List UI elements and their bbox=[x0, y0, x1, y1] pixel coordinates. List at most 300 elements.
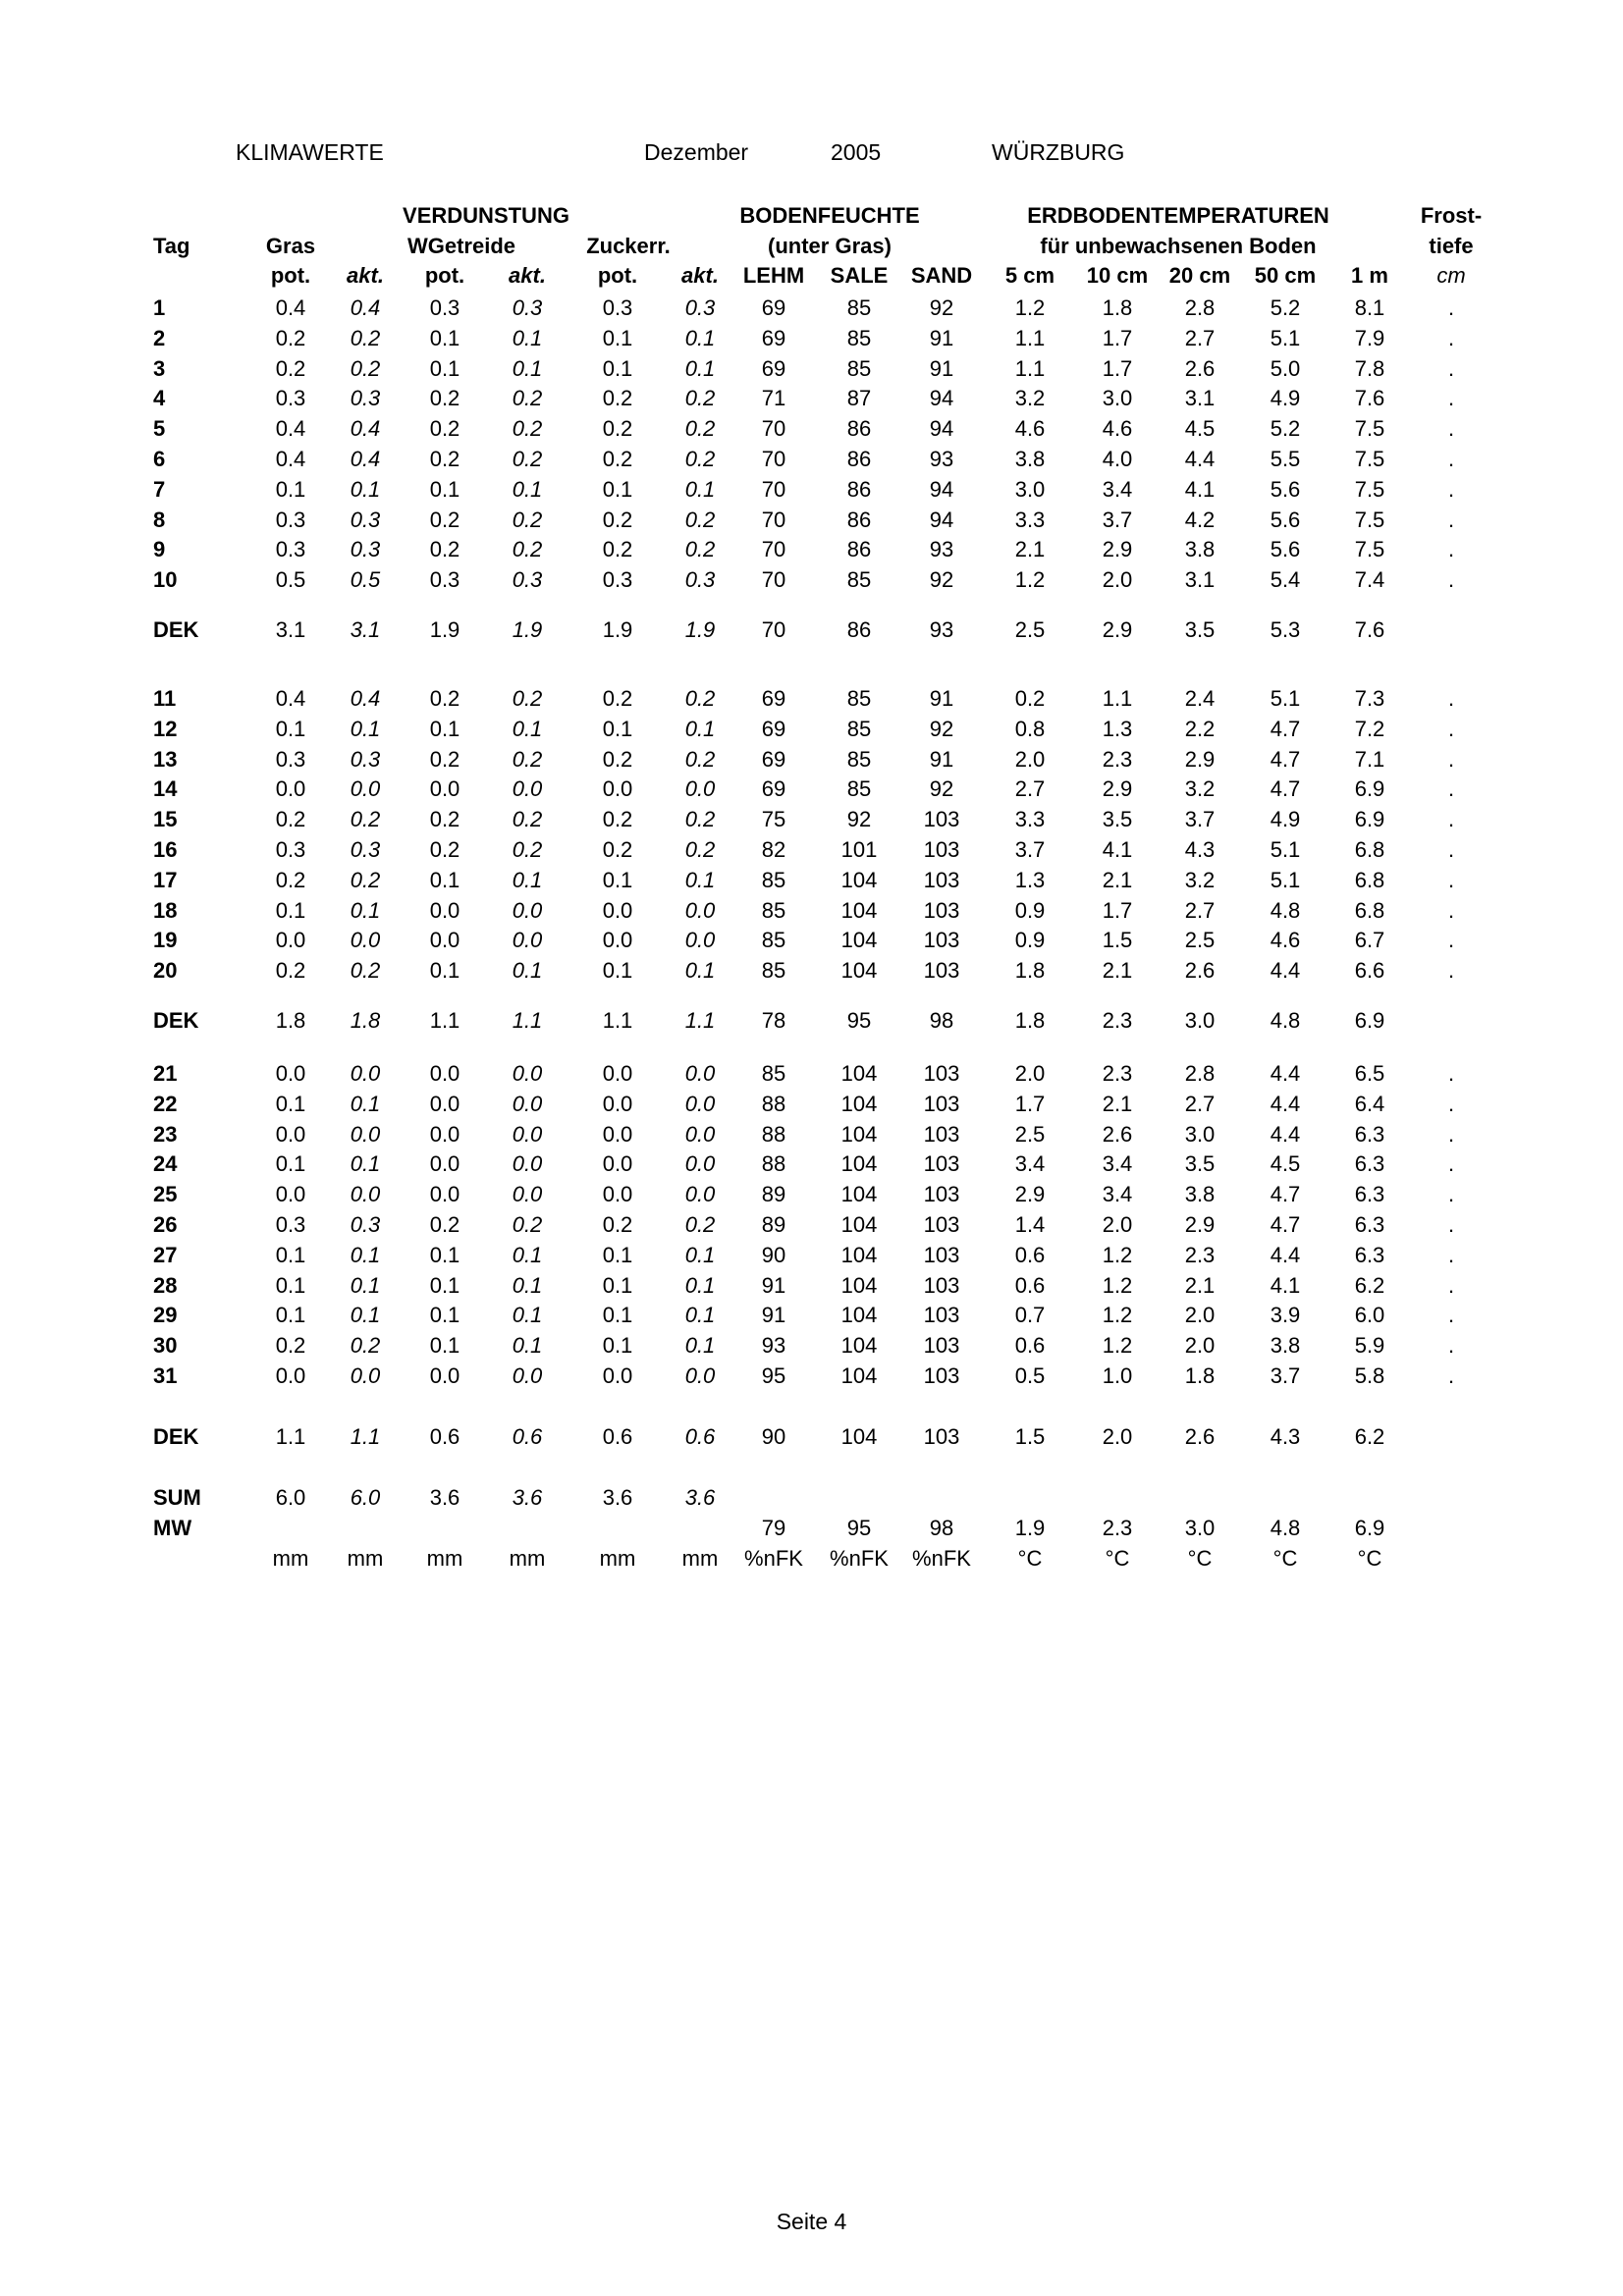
value-cell: 6.3 bbox=[1354, 1242, 1385, 1267]
value-cell: 4.4 bbox=[1184, 447, 1216, 471]
value-cell: 70 bbox=[761, 537, 786, 562]
value-cell: 0.3 bbox=[512, 295, 543, 320]
value-cell: 2.8 bbox=[1184, 1061, 1216, 1086]
row-label: SUM bbox=[153, 1485, 201, 1510]
value-cell: 0.1 bbox=[684, 355, 716, 381]
value-cell: 1.1 bbox=[1102, 686, 1133, 711]
value-cell: 78 bbox=[761, 1008, 786, 1033]
value-cell: 0.2 bbox=[429, 416, 460, 442]
value-cell: 103 bbox=[923, 897, 960, 923]
value-cell: 0.1 bbox=[429, 1303, 460, 1328]
value-cell: 6.0 bbox=[1354, 1303, 1385, 1328]
value-cell: 1.7 bbox=[1102, 325, 1133, 350]
value-cell: 0.0 bbox=[512, 1091, 543, 1116]
value-cell: 0.0 bbox=[429, 1091, 460, 1116]
column-header: 5 cm bbox=[1004, 263, 1055, 288]
value-cell: 0.0 bbox=[429, 776, 460, 802]
value-cell: 5.0 bbox=[1270, 355, 1301, 381]
value-cell: 0.1 bbox=[350, 476, 381, 502]
value-cell: 0.2 bbox=[602, 807, 633, 832]
value-cell: 0.2 bbox=[429, 537, 460, 562]
row-label: 1 bbox=[153, 295, 166, 320]
value-cell: 0.5 bbox=[275, 567, 306, 593]
value-cell: 0.2 bbox=[602, 416, 633, 442]
value-cell: 0.1 bbox=[684, 716, 716, 741]
value-cell: 0.0 bbox=[512, 897, 543, 923]
value-cell: 103 bbox=[923, 1303, 960, 1328]
value-cell: 103 bbox=[923, 958, 960, 984]
value-cell: 7.5 bbox=[1354, 416, 1385, 442]
header-erdbodentemperaturen: ERDBODENTEMPERATUREN bbox=[1027, 203, 1329, 228]
value-cell: 1.1 bbox=[1014, 325, 1046, 350]
value-cell: 3.7 bbox=[1184, 807, 1216, 832]
value-cell: 2.9 bbox=[1102, 776, 1133, 802]
row-label: 11 bbox=[153, 686, 177, 711]
value-cell: 3.3 bbox=[1014, 807, 1046, 832]
value-cell: 0.4 bbox=[275, 447, 306, 471]
value-cell: 3.1 bbox=[275, 617, 306, 642]
value-cell: 1.2 bbox=[1014, 567, 1046, 593]
value-cell: 0.0 bbox=[275, 1121, 306, 1147]
value-cell: 0.0 bbox=[429, 1061, 460, 1086]
value-cell: 0.1 bbox=[350, 1242, 381, 1267]
value-cell: 0.1 bbox=[275, 1303, 306, 1328]
page-title: KLIMAWERTE bbox=[236, 139, 384, 165]
value-cell: 0.0 bbox=[684, 897, 716, 923]
value-cell: 103 bbox=[923, 1272, 960, 1298]
header-row-columns bbox=[0, 262, 1623, 290]
value-cell: 0.4 bbox=[275, 295, 306, 320]
table-row bbox=[0, 957, 1623, 985]
value-cell: 1.9 bbox=[684, 617, 716, 642]
value-cell: 103 bbox=[923, 1061, 960, 1086]
value-cell: . bbox=[1447, 897, 1455, 923]
value-cell: 4.9 bbox=[1270, 807, 1301, 832]
value-cell: 0.2 bbox=[429, 507, 460, 532]
value-cell: 0.2 bbox=[512, 386, 543, 411]
value-cell: 86 bbox=[846, 617, 872, 642]
value-cell: 0.0 bbox=[512, 1363, 543, 1388]
value-cell: 104 bbox=[840, 1121, 878, 1147]
value-cell: 2.5 bbox=[1014, 617, 1046, 642]
value-cell: 2.0 bbox=[1184, 1333, 1216, 1359]
header-row-group bbox=[0, 202, 1623, 230]
value-cell: 70 bbox=[761, 447, 786, 471]
value-cell: 0.1 bbox=[429, 325, 460, 350]
value-cell: 0.1 bbox=[684, 958, 716, 984]
value-cell: 85 bbox=[846, 295, 872, 320]
value-cell: 7.5 bbox=[1354, 476, 1385, 502]
value-cell: 3.7 bbox=[1102, 507, 1133, 532]
value-cell: 3.6 bbox=[429, 1485, 460, 1510]
value-cell: 85 bbox=[846, 686, 872, 711]
value-cell: 2.0 bbox=[1102, 567, 1133, 593]
value-cell: 1.1 bbox=[350, 1424, 381, 1449]
value-cell: 0.0 bbox=[684, 1061, 716, 1086]
value-cell: 86 bbox=[846, 416, 872, 442]
value-cell: 103 bbox=[923, 1091, 960, 1116]
value-cell: . bbox=[1447, 1303, 1455, 1328]
value-cell: 0.2 bbox=[602, 837, 633, 862]
value-cell: 0.3 bbox=[350, 746, 381, 772]
value-cell: 95 bbox=[846, 1008, 872, 1033]
value-cell: 4.7 bbox=[1270, 776, 1301, 802]
row-label: 26 bbox=[153, 1212, 178, 1237]
value-cell: 0.2 bbox=[512, 746, 543, 772]
value-cell: 6.8 bbox=[1354, 867, 1385, 892]
value-cell: 0.2 bbox=[512, 807, 543, 832]
column-header: SALE bbox=[830, 263, 889, 288]
value-cell: 0.2 bbox=[684, 807, 716, 832]
value-cell: 1.8 bbox=[1014, 958, 1046, 984]
value-cell: 0.1 bbox=[429, 1242, 460, 1267]
column-header: akt. bbox=[681, 263, 719, 288]
row-label: 24 bbox=[153, 1151, 178, 1177]
value-cell: 0.2 bbox=[429, 746, 460, 772]
value-cell: 2.3 bbox=[1102, 746, 1133, 772]
value-cell: 1.9 bbox=[1014, 1516, 1046, 1540]
row-label: 19 bbox=[153, 928, 178, 953]
value-cell: 0.2 bbox=[275, 355, 306, 381]
value-cell: 0.0 bbox=[512, 1182, 543, 1207]
value-cell: 0.6 bbox=[429, 1424, 460, 1449]
value-cell: 103 bbox=[923, 1151, 960, 1177]
value-cell: 2.1 bbox=[1184, 1272, 1216, 1298]
value-cell: 7.6 bbox=[1354, 617, 1385, 642]
value-cell: 1.8 bbox=[1184, 1363, 1216, 1388]
value-cell: 85 bbox=[846, 776, 872, 802]
value-cell: 91 bbox=[929, 325, 954, 350]
value-cell: 0.1 bbox=[684, 1242, 716, 1267]
value-cell: 1.1 bbox=[512, 1008, 543, 1033]
value-cell: 0.3 bbox=[602, 295, 633, 320]
value-cell: 5.1 bbox=[1270, 867, 1301, 892]
value-cell: 70 bbox=[761, 617, 786, 642]
value-cell: 0.1 bbox=[512, 1303, 543, 1328]
unit-cell: mm bbox=[599, 1546, 636, 1571]
value-cell: 0.3 bbox=[275, 537, 306, 562]
row-label: 8 bbox=[153, 507, 166, 532]
value-cell: 0.2 bbox=[512, 507, 543, 532]
table-row bbox=[0, 446, 1623, 473]
value-cell: 4.4 bbox=[1270, 1242, 1301, 1267]
header-wgetreide: WGetreide bbox=[406, 234, 516, 258]
unit-cell: mm bbox=[509, 1546, 546, 1571]
value-cell: 4.4 bbox=[1270, 1121, 1301, 1147]
table-row bbox=[0, 1302, 1623, 1329]
column-header: LEHM bbox=[742, 263, 805, 288]
value-cell: 0.0 bbox=[602, 1363, 633, 1388]
value-cell: 1.2 bbox=[1102, 1272, 1133, 1298]
row-label: 16 bbox=[153, 837, 178, 862]
unit-cell: %nFK bbox=[830, 1546, 889, 1571]
row-label: 9 bbox=[153, 537, 166, 562]
value-cell: 0.3 bbox=[429, 295, 460, 320]
value-cell: . bbox=[1447, 355, 1455, 381]
value-cell: 104 bbox=[840, 1151, 878, 1177]
value-cell: 0.1 bbox=[429, 355, 460, 381]
value-cell: 1.8 bbox=[275, 1008, 306, 1033]
value-cell: 4.7 bbox=[1270, 1212, 1301, 1237]
table-row bbox=[0, 1242, 1623, 1269]
value-cell: 4.5 bbox=[1270, 1151, 1301, 1177]
value-cell: 0.0 bbox=[602, 1061, 633, 1086]
value-cell: 4.7 bbox=[1270, 716, 1301, 741]
value-cell: . bbox=[1447, 1182, 1455, 1207]
value-cell: 0.5 bbox=[350, 567, 381, 593]
value-cell: 0.0 bbox=[512, 776, 543, 802]
value-cell: 2.7 bbox=[1184, 897, 1216, 923]
value-cell: 0.1 bbox=[429, 1272, 460, 1298]
value-cell: 6.3 bbox=[1354, 1151, 1385, 1177]
value-cell: . bbox=[1447, 325, 1455, 350]
table-row bbox=[0, 746, 1623, 774]
value-cell: 3.8 bbox=[1184, 537, 1216, 562]
value-cell: 0.3 bbox=[350, 537, 381, 562]
value-cell: 98 bbox=[929, 1516, 954, 1540]
value-cell: 0.1 bbox=[275, 897, 306, 923]
value-cell: 79 bbox=[761, 1516, 786, 1540]
value-cell: 1.3 bbox=[1102, 716, 1133, 741]
value-cell: . bbox=[1447, 1091, 1455, 1116]
value-cell: 69 bbox=[761, 746, 786, 772]
row-label: 7 bbox=[153, 476, 166, 502]
value-cell: 0.0 bbox=[275, 1061, 306, 1086]
value-cell: 0.3 bbox=[275, 746, 306, 772]
row-label: 14 bbox=[153, 776, 178, 802]
value-cell: 0.0 bbox=[512, 1121, 543, 1147]
value-cell: 0.6 bbox=[684, 1424, 716, 1449]
value-cell: 0.1 bbox=[350, 716, 381, 741]
value-cell: 0.0 bbox=[602, 897, 633, 923]
value-cell: 2.6 bbox=[1184, 958, 1216, 984]
value-cell: . bbox=[1447, 1333, 1455, 1359]
value-cell: 0.1 bbox=[602, 355, 633, 381]
value-cell: 0.6 bbox=[1014, 1333, 1046, 1359]
value-cell: 0.2 bbox=[602, 386, 633, 411]
value-cell: 69 bbox=[761, 776, 786, 802]
header-frost: Frost- bbox=[1420, 203, 1483, 228]
value-cell: 2.5 bbox=[1184, 928, 1216, 953]
row-label: 13 bbox=[153, 746, 178, 772]
value-cell: 0.2 bbox=[275, 807, 306, 832]
value-cell: 0.2 bbox=[275, 1333, 306, 1359]
value-cell: 103 bbox=[923, 1182, 960, 1207]
value-cell: 3.6 bbox=[512, 1485, 543, 1510]
value-cell: 3.1 bbox=[1184, 567, 1216, 593]
value-cell: 0.0 bbox=[512, 1061, 543, 1086]
value-cell: 5.2 bbox=[1270, 416, 1301, 442]
value-cell: 0.1 bbox=[350, 1151, 381, 1177]
value-cell: 0.1 bbox=[275, 716, 306, 741]
value-cell: 93 bbox=[761, 1333, 786, 1359]
value-cell: 2.7 bbox=[1184, 1091, 1216, 1116]
value-cell: 0.4 bbox=[350, 416, 381, 442]
value-cell: 5.3 bbox=[1270, 617, 1301, 642]
row-label: 10 bbox=[153, 567, 178, 593]
value-cell: 3.8 bbox=[1184, 1182, 1216, 1207]
unit-cell: °C bbox=[1187, 1546, 1213, 1571]
column-header: 1 m bbox=[1351, 263, 1388, 288]
value-cell: 87 bbox=[846, 386, 872, 411]
value-cell: 0.1 bbox=[684, 325, 716, 350]
value-cell: 104 bbox=[840, 1363, 878, 1388]
value-cell: 5.6 bbox=[1270, 507, 1301, 532]
value-cell: 98 bbox=[929, 1008, 954, 1033]
table-row bbox=[0, 1272, 1623, 1300]
value-cell: 6.6 bbox=[1354, 958, 1385, 984]
value-cell: 0.2 bbox=[275, 325, 306, 350]
value-cell: 0.1 bbox=[602, 1272, 633, 1298]
units-row bbox=[0, 1545, 1623, 1573]
value-cell: 1.9 bbox=[512, 617, 543, 642]
value-cell: 3.4 bbox=[1014, 1151, 1046, 1177]
value-cell: 103 bbox=[923, 837, 960, 862]
table-row bbox=[0, 385, 1623, 412]
value-cell: 0.1 bbox=[512, 1242, 543, 1267]
value-cell: 3.6 bbox=[602, 1485, 633, 1510]
value-cell: 0.0 bbox=[429, 928, 460, 953]
value-cell: 4.8 bbox=[1270, 1516, 1301, 1540]
unit-cell: mm bbox=[347, 1546, 384, 1571]
header-boden: für unbewachsenen Boden bbox=[1040, 234, 1317, 258]
value-cell: 0.2 bbox=[512, 686, 543, 711]
value-cell: 103 bbox=[923, 807, 960, 832]
row-label: 21 bbox=[153, 1061, 178, 1086]
value-cell: 0.2 bbox=[602, 746, 633, 772]
table-row bbox=[0, 1121, 1623, 1148]
value-cell: . bbox=[1447, 476, 1455, 502]
value-cell: 85 bbox=[761, 897, 786, 923]
value-cell: 103 bbox=[923, 928, 960, 953]
value-cell: 95 bbox=[761, 1363, 786, 1388]
value-cell: 2.3 bbox=[1102, 1061, 1133, 1086]
value-cell: 0.1 bbox=[429, 1333, 460, 1359]
value-cell: 0.0 bbox=[602, 1151, 633, 1177]
table-row bbox=[0, 1362, 1623, 1390]
value-cell: 91 bbox=[929, 686, 954, 711]
value-cell: 0.4 bbox=[350, 686, 381, 711]
row-label: 12 bbox=[153, 716, 178, 741]
value-cell: 2.9 bbox=[1102, 617, 1133, 642]
unit-cell: mm bbox=[272, 1546, 309, 1571]
value-cell: 0.3 bbox=[350, 507, 381, 532]
value-cell: 103 bbox=[923, 1424, 960, 1449]
value-cell: 2.0 bbox=[1102, 1424, 1133, 1449]
station-label: WÜRZBURG bbox=[992, 139, 1125, 165]
value-cell: 0.3 bbox=[429, 567, 460, 593]
value-cell: 3.7 bbox=[1014, 837, 1046, 862]
value-cell: 6.5 bbox=[1354, 1061, 1385, 1086]
value-cell: 2.9 bbox=[1014, 1182, 1046, 1207]
value-cell: 1.0 bbox=[1102, 1363, 1133, 1388]
value-cell: 3.2 bbox=[1184, 776, 1216, 802]
value-cell: 0.1 bbox=[602, 1333, 633, 1359]
value-cell: 0.2 bbox=[684, 686, 716, 711]
header-row-sub bbox=[0, 233, 1623, 260]
value-cell: 4.0 bbox=[1102, 447, 1133, 471]
value-cell: 94 bbox=[929, 386, 954, 411]
value-cell: 7.6 bbox=[1354, 386, 1385, 411]
value-cell: 88 bbox=[761, 1151, 786, 1177]
value-cell: 94 bbox=[929, 416, 954, 442]
value-cell: 75 bbox=[761, 807, 786, 832]
value-cell: 2.9 bbox=[1184, 1212, 1216, 1237]
value-cell: 0.2 bbox=[275, 958, 306, 984]
value-cell: 3.2 bbox=[1184, 867, 1216, 892]
value-cell: 3.5 bbox=[1102, 807, 1133, 832]
value-cell: 1.1 bbox=[684, 1008, 716, 1033]
value-cell: 2.0 bbox=[1102, 1212, 1133, 1237]
value-cell: 0.0 bbox=[602, 1121, 633, 1147]
value-cell: 0.2 bbox=[512, 1212, 543, 1237]
value-cell: 1.5 bbox=[1014, 1424, 1046, 1449]
value-cell: 0.0 bbox=[429, 1363, 460, 1388]
value-cell: 3.0 bbox=[1184, 1121, 1216, 1147]
value-cell: . bbox=[1447, 447, 1455, 471]
value-cell: . bbox=[1447, 386, 1455, 411]
value-cell: 1.2 bbox=[1102, 1333, 1133, 1359]
dek-row bbox=[0, 1423, 1623, 1451]
value-cell: 93 bbox=[929, 447, 954, 471]
value-cell: 6.9 bbox=[1354, 807, 1385, 832]
value-cell: 0.1 bbox=[684, 476, 716, 502]
value-cell: 0.2 bbox=[350, 1333, 381, 1359]
value-cell: 4.6 bbox=[1102, 416, 1133, 442]
value-cell: 3.0 bbox=[1184, 1516, 1216, 1540]
value-cell: 1.3 bbox=[1014, 867, 1046, 892]
value-cell: 0.2 bbox=[512, 837, 543, 862]
value-cell: . bbox=[1447, 537, 1455, 562]
row-label: 20 bbox=[153, 958, 178, 984]
header-verdunstung: VERDUNSTUNG bbox=[403, 203, 569, 228]
value-cell: 0.0 bbox=[275, 776, 306, 802]
value-cell: 0.2 bbox=[429, 807, 460, 832]
value-cell: 1.1 bbox=[275, 1424, 306, 1449]
value-cell: 0.2 bbox=[684, 746, 716, 772]
value-cell: 0.1 bbox=[602, 476, 633, 502]
value-cell: 1.7 bbox=[1102, 897, 1133, 923]
value-cell: 4.7 bbox=[1270, 1182, 1301, 1207]
table-row bbox=[0, 1091, 1623, 1118]
value-cell: 0.1 bbox=[350, 1303, 381, 1328]
value-cell: 0.0 bbox=[684, 928, 716, 953]
value-cell: 0.3 bbox=[602, 567, 633, 593]
value-cell: 95 bbox=[846, 1516, 872, 1540]
value-cell: 88 bbox=[761, 1091, 786, 1116]
value-cell: 6.9 bbox=[1354, 1008, 1385, 1033]
value-cell: 0.1 bbox=[512, 867, 543, 892]
value-cell: 0.2 bbox=[350, 355, 381, 381]
value-cell: 2.7 bbox=[1014, 776, 1046, 802]
value-cell: 6.8 bbox=[1354, 897, 1385, 923]
value-cell: 86 bbox=[846, 447, 872, 471]
value-cell: 0.1 bbox=[684, 867, 716, 892]
value-cell: 4.9 bbox=[1270, 386, 1301, 411]
value-cell: 6.2 bbox=[1354, 1272, 1385, 1298]
table-row bbox=[0, 1150, 1623, 1178]
value-cell: . bbox=[1447, 686, 1455, 711]
value-cell: 2.5 bbox=[1014, 1121, 1046, 1147]
table-row bbox=[0, 355, 1623, 383]
header-bodenfeuchte: BODENFEUCHTE bbox=[739, 203, 920, 228]
value-cell: 0.3 bbox=[275, 507, 306, 532]
value-cell: 0.6 bbox=[1014, 1242, 1046, 1267]
row-label: 22 bbox=[153, 1091, 178, 1116]
value-cell: 4.4 bbox=[1270, 958, 1301, 984]
value-cell: 1.2 bbox=[1014, 295, 1046, 320]
value-cell: 1.4 bbox=[1014, 1212, 1046, 1237]
